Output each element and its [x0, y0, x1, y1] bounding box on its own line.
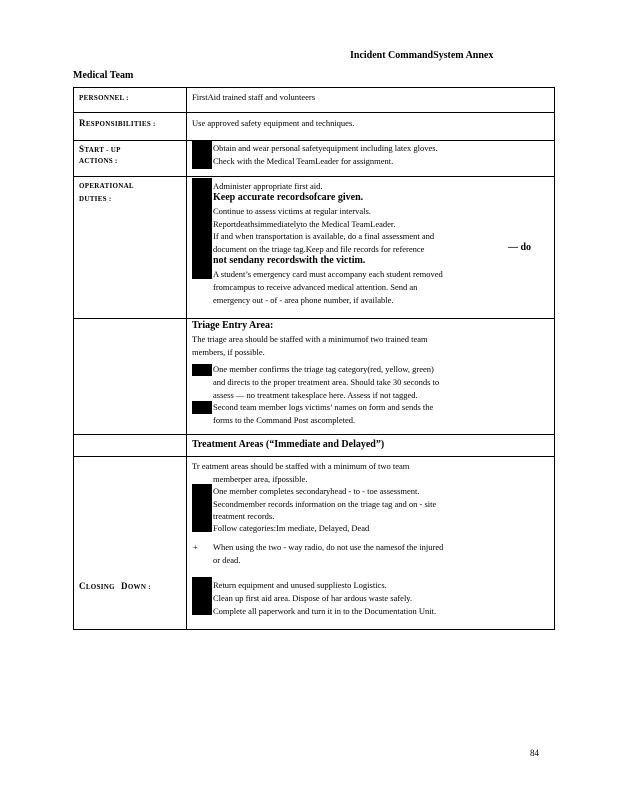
row-divider: [73, 176, 555, 177]
operational-line: Reportdeathsimmediatelyto the Medical TeamLeader.: [213, 219, 396, 229]
redaction-bar: [192, 364, 212, 376]
closing-line: Clean up first aid area. Dispose of har ardous waste safely.: [213, 593, 413, 603]
triage-line: forms to the Command Post ascompleted.: [213, 415, 356, 425]
column-divider: [186, 87, 187, 630]
personnel-label: PERSONNEL :: [79, 94, 129, 102]
triage-line: and directs to the proper treatment area. Should take 30 seconds to: [213, 377, 440, 387]
treatment-line: or dead.: [213, 555, 241, 565]
row-divider: [73, 318, 555, 319]
row-divider: [73, 434, 555, 435]
operational-label: OPERATIONAL: [79, 182, 134, 190]
closing-line: Return equipment and unused suppliesto Logistics.: [213, 580, 387, 590]
triage-line: One member confirms the triage tag category(red, yellow, green): [213, 364, 434, 374]
responsibilities-text: Use approved safety equipment and techniques.: [192, 118, 355, 128]
operational-line-bold: not sendany recordswith the victim.: [213, 255, 366, 266]
operational-line: Continue to assess victims at regular intervals.: [213, 206, 371, 216]
startup-line: Check with the Medical TeamLeader for assignment.: [213, 156, 394, 166]
triage-title: Triage Entry Area:: [192, 320, 274, 331]
treatment-line: memberper area, ifpossible.: [213, 474, 308, 484]
header-title-line2: Medical Team: [73, 70, 134, 81]
closing-line: Complete all paperwork and turn it in to the Documentation Unit.: [213, 606, 437, 616]
redaction-bar: [192, 178, 212, 279]
startup-label: START - UP: [79, 144, 121, 154]
redaction-bar: [192, 484, 212, 532]
treatment-bullet: +: [193, 542, 198, 552]
triage-line: Second team member logs victims’ names on form and sends the: [213, 402, 434, 412]
treatment-line: One member completes secondaryhead - to - toe assessment.: [213, 486, 420, 496]
row-divider: [73, 112, 555, 113]
operational-line: emergency out - of - area phone number, if available.: [213, 295, 394, 305]
operational-line: Administer appropriate first aid.: [213, 181, 323, 191]
startup-label-line2: ACTIONS :: [79, 157, 118, 165]
personnel-text: FirstAid trained staff and volunteers: [192, 92, 316, 102]
responsibilities-label: RESPONSIBILITIES :: [79, 118, 156, 128]
operational-line-bold: — do: [508, 242, 532, 253]
operational-line: If and when transportation is available, do a final assessment and: [213, 231, 435, 241]
startup-line: Obtain and wear personal safetyequipment including latex gloves.: [213, 143, 438, 153]
row-divider: [73, 456, 555, 457]
treatment-line: treatment records.: [213, 511, 275, 521]
operational-label-line2: DUTIES :: [79, 195, 112, 203]
triage-line: assess — no treatment takesplace here. Assess if not tagged.: [213, 390, 418, 400]
operational-line: fromcampus to receive advanced medical attention. Send an: [213, 282, 418, 292]
redaction-bar: [192, 141, 212, 169]
treatment-line: When using the two - way radio, do not use the namesof the injured: [213, 542, 444, 552]
triage-line: members, if possible.: [192, 347, 265, 357]
page-number: 84: [530, 748, 539, 758]
treatment-line: Secondmember records information on the triage tag and on - site: [213, 499, 437, 509]
treatment-title: Treatment Areas (“Immediate and Delayed”): [192, 439, 385, 450]
operational-line: document on the triage tag.Keep and file records for reference: [213, 244, 425, 254]
redaction-bar: [192, 401, 212, 414]
treatment-line: Follow categories:Im mediate, Delayed, Dead: [213, 523, 370, 533]
header-title-line1: Incident CommandSystem Annex: [350, 50, 494, 61]
row-divider: [73, 140, 555, 141]
treatment-line: Tr eatment areas should be staffed with a minimum of two team: [192, 461, 410, 471]
triage-line: The triage area should be staffed with a minimumof two trained team: [192, 334, 428, 344]
closing-label: CLOSING DOWN :: [79, 581, 151, 591]
redaction-bar: [192, 577, 212, 615]
operational-line: A student’s emergency card must accompany each student removed: [213, 269, 443, 279]
operational-line-bold: Keep accurate recordsofcare given.: [213, 192, 364, 203]
